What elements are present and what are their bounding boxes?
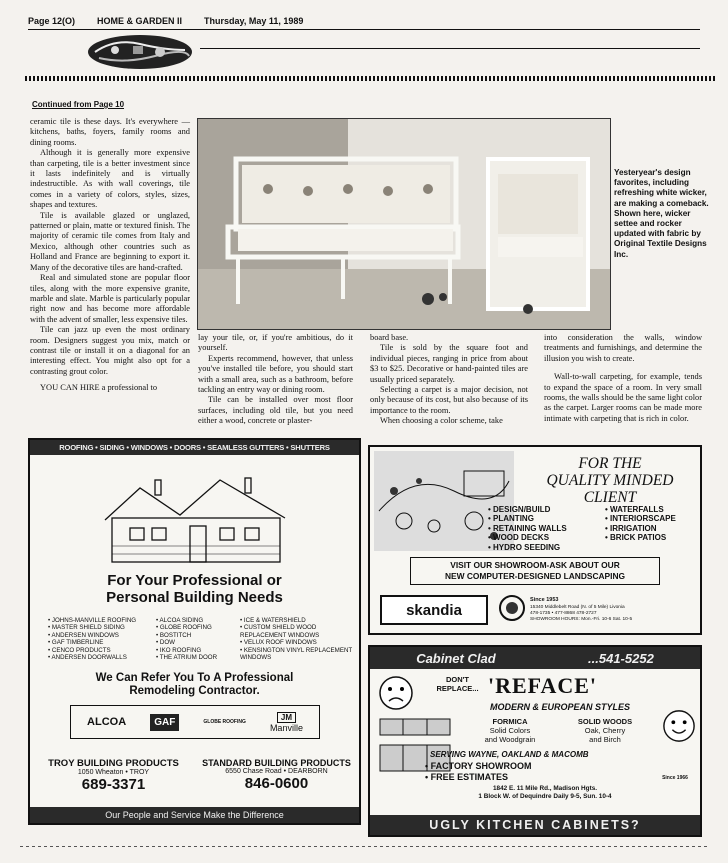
option-detail: and Birch <box>589 735 621 744</box>
page-number: Page 12(O) <box>28 16 76 26</box>
dont-text: DON'T <box>445 675 470 684</box>
list-item: • BOSTITCH <box>156 632 236 639</box>
list-item: • RETAINING WALLS <box>488 524 588 533</box>
refer-line2: Remodeling Contractor. <box>129 685 260 697</box>
ad-headline-line1: For Your Professional or <box>107 572 282 589</box>
list-item: • KENSINGTON VINYL REPLACEMENT WINDOWS <box>240 647 355 662</box>
paragraph: Tile is available glazed or unglazed, patterned or plain, matte or textured finish. The majority of ceramic tile comes from Italy and Mexico, although other countries such as Holland and France are beginning to export it. Many of the decorative tiles are hand-crafted. <box>30 210 190 272</box>
paragraph: Tile is sold by the square foot and individual pieces, ranging in price from about $3 to $25. Decorative or hand-painted tiles are usually priced separately. <box>370 343 528 384</box>
issue-date: Thursday, May 11, 1989 <box>204 16 304 26</box>
list-item: • IRRIGATION <box>605 524 701 533</box>
reface-headline: 'REFACE' <box>488 673 598 698</box>
list-item: • DESIGN/BUILD <box>488 505 588 514</box>
brand-list-1 <box>48 617 153 661</box>
store-address: 6550 Chase Road • DEARBORN <box>225 768 328 775</box>
store-name: STANDARD BUILDING PRODUCTS <box>202 758 351 768</box>
styles-line: MODERN & EUROPEAN STYLES <box>489 702 630 712</box>
dont-replace <box>430 675 485 693</box>
alcoa-logo: ALCOA <box>87 716 127 728</box>
skandia-title-line1: FOR THE <box>578 455 642 472</box>
list-item: • HYDRO SEEDING <box>488 543 588 552</box>
brand-list-3 <box>240 617 355 661</box>
happy-face-icon <box>662 709 696 743</box>
hours: Mon.-Fri. 10-6 Sat. 10-5 <box>581 617 633 622</box>
list-item: • CENCO PRODUCTS <box>48 647 153 654</box>
list-item: • THE ATRIUM DOOR <box>156 654 236 661</box>
gaf-logo: GAF <box>150 714 179 731</box>
photo-caption: Yesteryear's design favorites, including refreshing white wicker, are making a comeback. Shown here, wicker settee and rocker updated with fabric by Original Textile Designs Inc. <box>614 168 709 259</box>
list-item: • GLOBE ROOFING <box>156 624 236 631</box>
skandia-title-line2: QUALITY MINDED <box>546 472 674 489</box>
option-solid-woods <box>560 717 650 744</box>
product-banner: ROOFING • SIDING • WINDOWS • DOORS • SEAMLESS GUTTERS • SHUTTERS <box>30 440 359 455</box>
service-list-right <box>605 505 701 543</box>
list-item: • PLANTING <box>488 514 588 523</box>
skandia-logo <box>380 595 488 625</box>
skandia-landscaping-ad <box>368 445 702 635</box>
skandia-contact <box>530 605 700 623</box>
paragraph: Wall-to-wall carpeting, for example, tends to expand the space of a room. In very small rooms, the walls should be the same light color as the carpet. Larger rooms can be made more intimate with carpeting that is rich in color. <box>544 372 702 423</box>
option-title: FORMICA <box>492 717 528 726</box>
globe-logo: GLOBE ROOFING <box>203 719 246 725</box>
paragraph: Experts recommend, however, that unless you've installed tile before, you should start with a small area, such as a bathroom, before tackling an entry way or dining room. <box>198 353 353 395</box>
cabinet-banner <box>370 647 700 669</box>
refer-line1: We Can Refer You To A Professional <box>95 672 294 684</box>
paragraph: lay your tile, or, if you're ambitious, do it yourself. <box>198 333 353 353</box>
manville-logo: Manville <box>269 722 303 733</box>
visit-line2: NEW COMPUTER-DESIGNED LANDSCAPING <box>444 571 626 581</box>
serving-area: SERVING WAYNE, OAKLAND & MACOMB <box>430 750 589 759</box>
paragraph: board base. <box>370 333 409 342</box>
cabinet-clad-ad <box>368 645 702 837</box>
list-item: • MASTER SHIELD SIDING <box>48 624 153 631</box>
paragraph: into consideration the walls, window treatments and furnishings, and determine the illusion you wish to create. <box>544 333 702 363</box>
feature-item: • FACTORY SHOWROOM <box>425 761 532 771</box>
wicker-furniture-photo <box>197 118 611 330</box>
option-formica <box>470 717 550 744</box>
house-illustration-icon <box>100 470 290 565</box>
logo-rule <box>200 48 700 49</box>
address-line: 1842 E. 11 Mile Rd., Madison Hgts. <box>492 785 598 792</box>
store-phone: 689-3371 <box>81 776 146 793</box>
garden-tools-logo-icon <box>85 30 195 72</box>
paragraph: When choosing a color scheme, take <box>380 416 503 426</box>
store-standard <box>194 758 359 792</box>
paragraph: ceramic tile is these days. It's everywhere — kitchens, baths, foyers, family rooms and dining rooms. <box>30 117 190 147</box>
continued-label: Continued from Page 10 <box>32 100 125 109</box>
sad-face-icon <box>378 675 414 711</box>
paragraph: Tile can be installed over most floor surfaces, including old tile, but you need either a wood, concrete or plaster- <box>198 395 353 426</box>
jm-logo: JM <box>277 712 296 723</box>
list-item: • ANDERSEN WINDOWS <box>48 632 153 639</box>
service-list-left <box>488 505 588 552</box>
list-item: • BRICK PATIOS <box>605 533 701 542</box>
page-header <box>28 14 698 28</box>
paragraph: Although it is generally more expensive than carpeting, tile is a better investment since it lasts indefinitely and is virtually indestructible. As with wall coverings, tile comes in a variety of colors, styles, sizes, shapes and textures. <box>30 148 190 210</box>
paragraph: YOU CAN HIRE a professional to <box>40 383 158 393</box>
phones: 478-1735 • 477-8868 478-2727 <box>530 611 597 616</box>
article-column-1 <box>30 117 190 394</box>
brand-list-2 <box>156 617 236 661</box>
ad-headline-line2: Personal Building Needs <box>106 589 283 606</box>
store-phone: 846-0600 <box>244 775 309 792</box>
article-column-3 <box>370 333 528 427</box>
troy-footer-banner: Our People and Service Make the Difference <box>30 807 359 823</box>
skandia-title-line3: CLIENT <box>583 489 637 506</box>
association-seal-icon <box>498 594 526 622</box>
store-troy <box>36 758 191 793</box>
troy-building-ad <box>28 438 361 825</box>
article-column-4 <box>544 333 702 424</box>
list-item: • INTERIORSCAPE <box>605 514 701 523</box>
list-item: • ANDERSEN DOORWALLS <box>48 654 153 661</box>
paragraph: Tile can jazz up even the most ordinary room. Designers suggest you mix, match or contrast tile or install it on a diagonal for an interesting effect. You might also opt for a contrasting grout color. <box>30 325 190 376</box>
list-item: • DOW <box>156 639 236 646</box>
visit-line1: VISIT OUR SHOWROOM-ASK ABOUT OUR <box>450 560 620 570</box>
list-item: • ALCOA SIDING <box>156 617 236 624</box>
bottom-rule <box>20 846 710 847</box>
list-item: • WATERFALLS <box>605 505 701 514</box>
list-item: • WOOD DECKS <box>488 533 588 542</box>
article-column-2 <box>198 333 353 427</box>
since-label: Since 1953 <box>530 597 559 603</box>
company-phone: ...541-5252 <box>588 650 654 666</box>
address-line: 1 Block W. of Dequindre Daily 9-5, Sun. 10-4 <box>478 793 612 800</box>
since-label: Since 1966 <box>662 775 688 781</box>
list-item: • ICE & WATERSHIELD <box>240 617 355 624</box>
dotted-divider <box>25 76 715 81</box>
option-detail: and Woodgrain <box>484 735 536 744</box>
showroom-label: SHOWROOM HOURS: <box>530 617 580 622</box>
showroom-callout <box>410 557 660 585</box>
brand-name: skandia <box>406 601 462 619</box>
address: 15340 Middlebelt Road (N. of 5 Mile) Livonia <box>530 605 625 610</box>
paragraph: Selecting a carpet is a major decision, not only because of its cost, but also because of its importance to the room. <box>370 385 528 415</box>
features <box>425 761 625 782</box>
option-detail: Solid Colors <box>489 726 531 735</box>
list-item: • VELUX ROOF WINDOWS <box>240 639 355 646</box>
cabinet-footer-banner: UGLY KITCHEN CABINETS? <box>370 815 700 835</box>
option-detail: Oak, Cherry <box>584 726 626 735</box>
cabinet-address <box>430 785 660 801</box>
paragraph: Real and simulated stone are popular floor tiles, along with the more expensive granite, marble and slate. Marble is particularly popular right now and has become more affordable with the advent of smaller, less expensive tiles. <box>30 273 190 324</box>
list-item: • CUSTOM SHIELD WOOD REPLACEMENT WINDOWS <box>240 624 355 639</box>
replace-text: REPLACE... <box>436 684 479 693</box>
feature-item: • FREE ESTIMATES <box>425 771 508 782</box>
supplier-logos <box>70 705 320 739</box>
section-name: HOME & GARDEN II <box>97 16 183 26</box>
list-item: • JOHNS-MANVILLE ROOFING <box>48 617 153 624</box>
company-name: Cabinet Clad <box>416 650 496 666</box>
store-name: TROY BUILDING PRODUCTS <box>48 758 179 769</box>
option-title: SOLID WOODS <box>577 717 633 726</box>
list-item: • IKO ROOFING <box>156 647 236 654</box>
store-address: 1050 Wheaton • TROY <box>77 769 150 776</box>
list-item: • GAF TIMBERLINE <box>48 639 153 646</box>
